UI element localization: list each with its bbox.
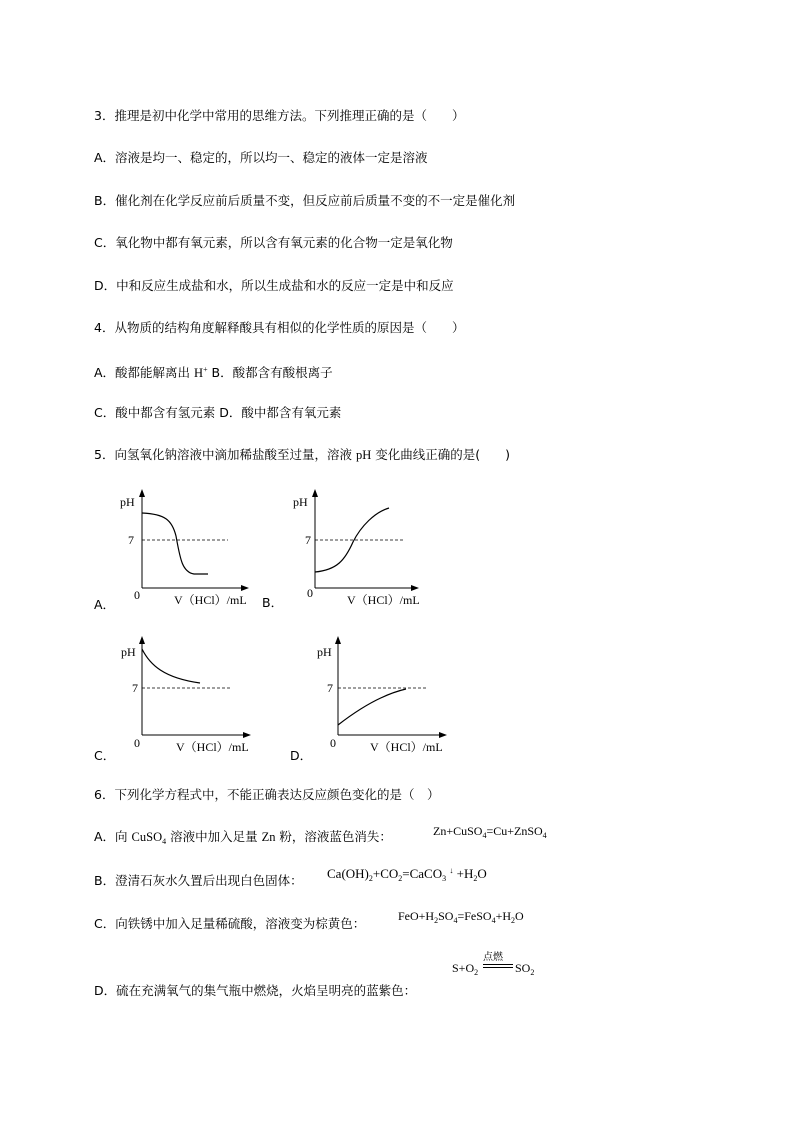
q6-equation-c: $FeO+H_2SO_4=FeSO_4+H_2O$ bbox=[398, 909, 524, 925]
reaction-condition: 点燃 bbox=[483, 952, 503, 963]
graph-c-ref-7: 7 bbox=[132, 681, 138, 695]
q6-option-c: C．向铁锈中加入足量稀硫酸，溶液变为棕黄色： bbox=[94, 916, 366, 931]
q4-option-b-text: B．酸都含有酸根离子 bbox=[207, 365, 333, 380]
q5-graph-d bbox=[308, 633, 468, 758]
q5-stem: 5．向氢氧化钠溶液中滴加稀盐酸至过量，溶液 pH 变化曲线正确的是( ) bbox=[94, 447, 510, 462]
q5-graph-a bbox=[110, 486, 270, 611]
q6-option-d: D．硫在充满氧气的集气瓶中燃烧，火焰呈明亮的蓝紫色： bbox=[94, 983, 417, 998]
graph-c-origin: 0 bbox=[134, 736, 140, 750]
graph-b-ref-7: 7 bbox=[305, 533, 311, 547]
equals-sign bbox=[483, 964, 513, 968]
q6-equation-d: $S+O_2$ 点燃 $SO_2$ bbox=[452, 948, 552, 978]
graph-b-xlabel: V（HCl）/mL bbox=[347, 593, 420, 607]
q4-options-cd: C．酸中都含有氢元素 D．酸中都含有氧元素 bbox=[94, 405, 342, 420]
q3-stem: 3．推理是初中化学中常用的思维方法。下列推理正确的是（ ） bbox=[94, 108, 465, 123]
graph-c-xlabel: V（HCl）/mL bbox=[176, 740, 249, 754]
graph-d-ylabel: pH bbox=[317, 645, 332, 659]
graph-d-xlabel: V（HCl）/mL bbox=[370, 740, 443, 754]
graph-a-xlabel: V（HCl）/mL bbox=[174, 593, 247, 607]
graph-b-ylabel: pH bbox=[293, 495, 308, 509]
q4-options-ab bbox=[94, 362, 333, 381]
q5-label-c: C． bbox=[94, 748, 116, 763]
q5-label-a: A． bbox=[94, 597, 116, 612]
q5-label-b: B． bbox=[262, 595, 284, 610]
graph-a-ref-7: 7 bbox=[128, 533, 134, 547]
q3-option-a: A．溶液是均一、稳定的，所以均一、稳定的液体一定是溶液 bbox=[94, 150, 428, 165]
q5-label-d: D． bbox=[290, 748, 313, 763]
q4-option-a-text: A．酸都能解离出 bbox=[94, 365, 195, 380]
q3-option-b: B．催化剂在化学反应前后质量不变，但反应前后质量不变的不一定是催化剂 bbox=[94, 193, 516, 208]
q6-equation-b: $Ca(OH)_2+CO_2=CaCO_3$ $^↓ +H_2O$ bbox=[327, 866, 487, 883]
q3-option-d: D．中和反应生成盐和水，所以生成盐和水的反应一定是中和反应 bbox=[94, 278, 454, 293]
q4-stem: 4．从物质的结构角度解释酸具有相似的化学性质的原因是（ ） bbox=[94, 320, 465, 335]
q6-option-a: A．向 CuSO$_4$ 溶液中加入足量 Zn 粉，溶液蓝色消失： bbox=[94, 829, 392, 846]
graph-d-ref-7: 7 bbox=[327, 681, 333, 695]
graph-b-origin: 0 bbox=[307, 586, 313, 600]
graph-a-ylabel: pH bbox=[120, 495, 135, 509]
q6-equation-a: Zn+CuSO$_4$=Cu+ZnSO$_4$ bbox=[433, 824, 547, 840]
q3-option-c: C．氧化物中都有氧元素，所以含有氧元素的化合物一定是氧化物 bbox=[94, 235, 453, 250]
graph-a-origin: 0 bbox=[134, 588, 140, 602]
q5-graph-c bbox=[112, 633, 272, 758]
graph-c-ylabel: pH bbox=[121, 645, 136, 659]
q4-hydrogen-ion: H+ bbox=[194, 365, 208, 380]
q6-option-b: B．澄清石灰水久置后出现白色固体： bbox=[94, 873, 303, 888]
q5-graph-b bbox=[285, 486, 445, 611]
q6-stem: 6．下列化学方程式中，不能正确表达反应颜色变化的是（ ） bbox=[94, 787, 440, 802]
graph-d-origin: 0 bbox=[330, 736, 336, 750]
